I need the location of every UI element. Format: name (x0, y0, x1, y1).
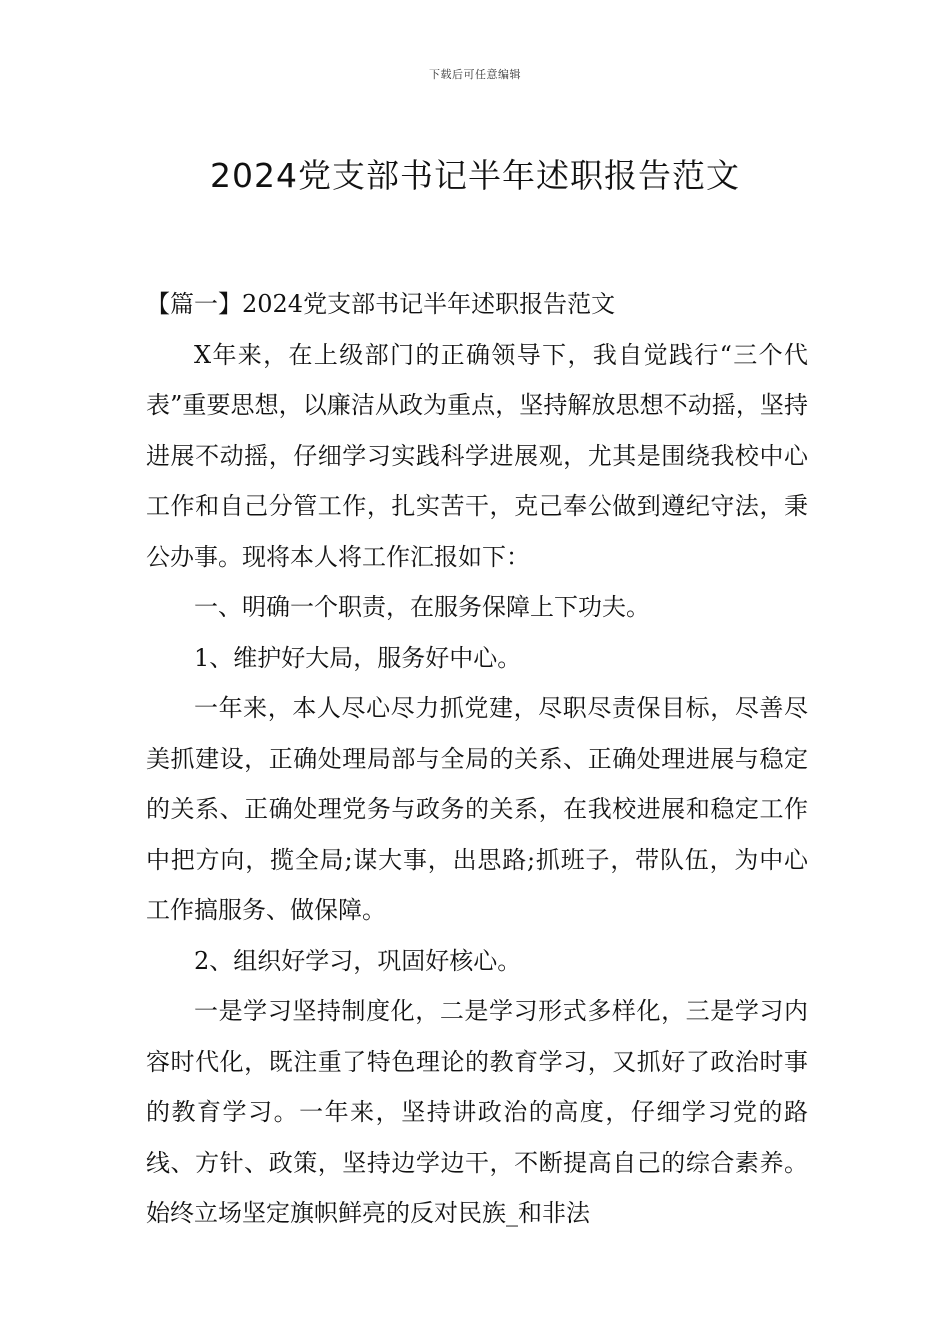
section-heading: 【篇一】2024党支部书记半年述职报告范文 (146, 290, 616, 318)
paragraph-heading-1: 一、明确一个职责，在服务保障上下功夫。 (194, 593, 650, 621)
header-note: 下载后可任意编辑 (429, 68, 521, 81)
paragraph-body-2: 一是学习坚持制度化，二是学习形式多样化，三是学习内容时代化，既注重了特色理论的教育学习，又抓好了政治时事的教育学习。一年来，坚持讲政治的高度，仔细学习党的路线、方针、政策，坚持边学边干，不断提高自己的综合素养。始终立场坚定旗帜鲜亮的反对民族_和非法 (146, 997, 808, 1227)
paragraph-body-1: 一年来，本人尽心尽力抓党建，尽职尽责保目标，尽善尽美抓建设，正确处理局部与全局的关系、正确处理进展与稳定的关系、正确处理党务与政务的关系，在我校进展和稳定工作中把方向，揽全局;谋大事，出思路;抓班子，带队伍，为中心工作搞服务、做保障。 (146, 694, 808, 924)
document-body (146, 279, 808, 1239)
document-title: 2024党支部书记半年述职报告范文 (210, 156, 740, 196)
paragraph-intro: X年来，在上级部门的正确领导下，我自觉践行“三个代表”重要思想，以廉洁从政为重点，坚持解放思想不动摇，坚持进展不动摇，仔细学习实践科学进展观，尤其是围绕我校中心工作和自己分管工作，扎实苦干，克己奉公做到遵纪守法，秉公办事。现将本人将工作汇报如下： (146, 340, 808, 571)
paragraph-subheading-1: 1、维护好大局，服务好中心。 (194, 643, 522, 672)
paragraph-subheading-2: 2、组织好学习，巩固好核心。 (194, 946, 522, 975)
